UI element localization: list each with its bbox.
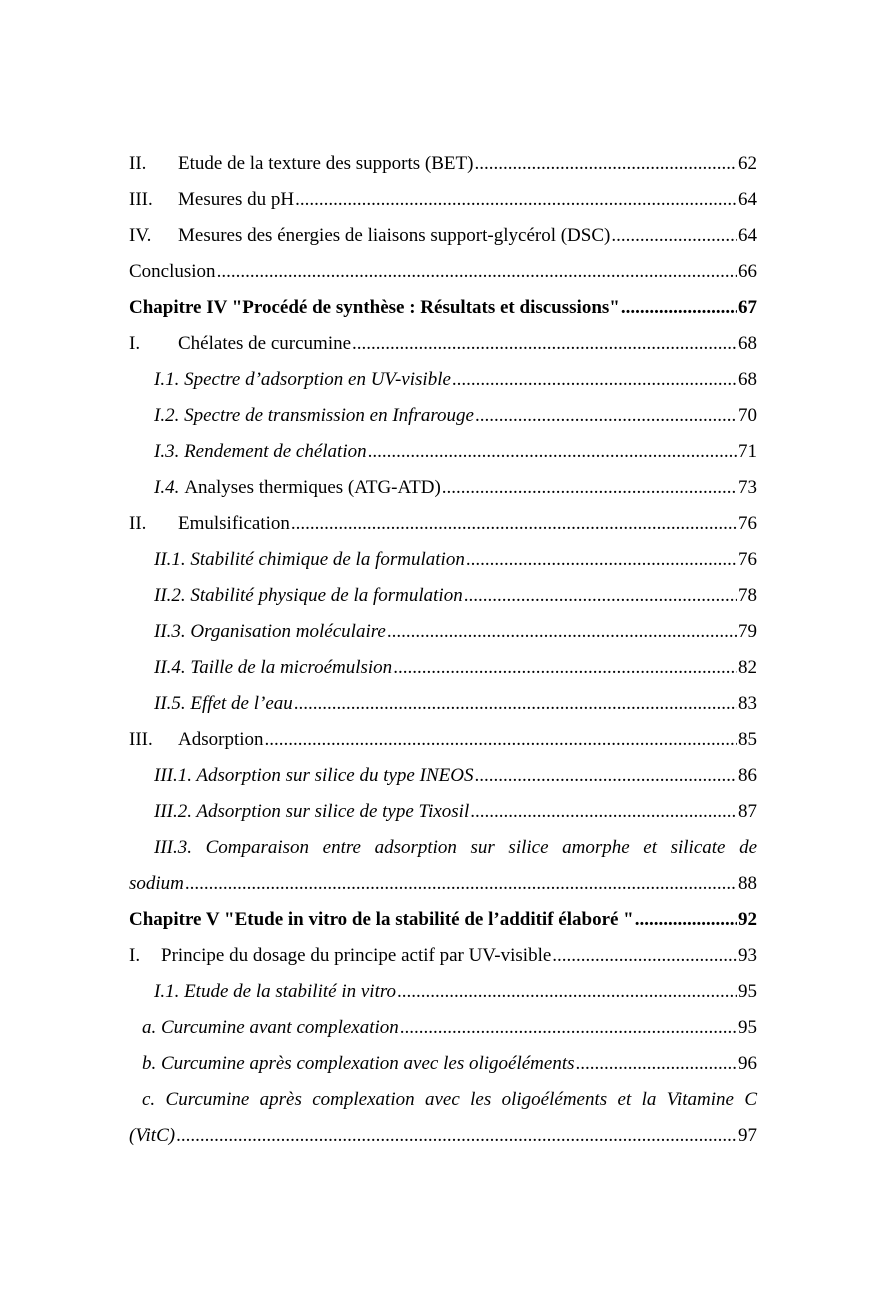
toc-entry-page: 87 [738,801,757,822]
toc-entry-page: 93 [738,945,757,966]
toc-entry-number: IV. [129,225,152,246]
toc-entry-number: I.4. [154,477,180,498]
toc-subentry [129,362,757,398]
toc-entry-number: II. [129,153,147,174]
toc-subentry-line1 [129,1082,757,1118]
toc-entry-title: Principe du dosage du principe actif par UV-visible [161,945,552,966]
toc-entry-title: I.2. Spectre de transmission en Infrarouge [154,405,474,426]
toc-leader-dots [393,650,737,686]
toc-subentry [129,974,757,1010]
toc-entry-page: 85 [738,729,757,750]
toc-leader-dots [352,326,737,362]
toc-entry-page: 88 [738,873,757,894]
toc-leader-dots [291,506,737,542]
toc-entry-number: II. [129,513,147,534]
toc-subentry [129,794,757,830]
toc-entry-title: Chapitre V "Etude in vitro de la stabilité de l’additif élaboré " [129,909,634,930]
toc-subentry [129,398,757,434]
toc-subentry [129,542,757,578]
toc-subentry-line2 [129,1118,757,1154]
toc-entry-page: 97 [738,1125,757,1146]
toc-leader-dots [442,470,737,506]
table-of-contents [129,146,757,1154]
toc-subentry [129,686,757,722]
toc-entry-title: Chélates de curcumine [178,333,352,354]
toc-entry-page: 82 [738,657,757,678]
toc-entry [129,218,757,254]
toc-entry-title: Mesures des énergies de liaisons support-glycérol (DSC) [178,225,611,246]
toc-subentry [129,1010,757,1046]
toc-entry-title: II.3. Organisation moléculaire [154,621,386,642]
toc-entry-title: Etude de la texture des supports (BET) [178,153,474,174]
toc-entry-page: 64 [738,225,757,246]
toc-entry-page: 83 [738,693,757,714]
toc-leader-dots [576,1046,738,1082]
toc-entry-title: III.3. Comparaison entre adsorption sur silice amorphe et silicate de [154,837,757,858]
toc-entry-title: II.2. Stabilité physique de la formulation [154,585,463,606]
toc-entry-title: I.1. Etude de la stabilité in vitro [154,981,397,1002]
toc-entry-title: II.1. Stabilité chimique de la formulation [154,549,465,570]
toc-entry [129,938,757,974]
toc-leader-dots [621,290,737,326]
toc-entry-title: a. Curcumine avant complexation [142,1017,399,1038]
toc-entry-page: 68 [738,333,757,354]
toc-entry-number: I. [129,945,141,966]
toc-entry-title: Conclusion [129,261,216,282]
toc-entry [129,722,757,758]
toc-entry-title: Analyses thermiques (ATG-ATD) [184,477,441,498]
toc-entry-title: I.1. Spectre d’adsorption en UV-visible [154,369,451,390]
toc-entry-title-continued: sodium [129,873,184,894]
toc-leader-dots [464,578,737,614]
toc-leader-dots [470,794,737,830]
toc-entry-page: 67 [738,297,757,318]
toc-entry-title: II.5. Effet de l’eau [154,693,293,714]
toc-subentry [129,614,757,650]
toc-entry-page: 79 [738,621,757,642]
toc-leader-dots [265,722,738,758]
toc-entry-title: Chapitre IV "Procédé de synthèse : Résultats et discussions" [129,297,620,318]
toc-entry [129,146,757,182]
toc-entry-title: Adsorption [178,729,264,750]
toc-entry-page: 68 [738,369,757,390]
toc-subentry [129,434,757,470]
toc-entry-title: II.4. Taille de la microémulsion [154,657,393,678]
toc-entry-number: III. [129,189,153,210]
toc-entry [129,506,757,542]
toc-leader-dots [368,434,737,470]
toc-subentry [129,578,757,614]
toc-entry-page: 76 [738,513,757,534]
toc-leader-dots [387,614,737,650]
toc-subentry-line1 [129,830,757,866]
toc-entry-page: 96 [738,1053,757,1074]
toc-entry-title: Mesures du pH [178,189,295,210]
toc-entry-page: 76 [738,549,757,570]
toc-leader-dots [400,1010,737,1046]
toc-entry [129,254,757,290]
toc-entry-page: 70 [738,405,757,426]
toc-entry-page: 64 [738,189,757,210]
toc-entry-number: III. [129,729,153,750]
toc-leader-dots [635,902,737,938]
toc-entry-title: c. Curcumine après complexation avec les oligoéléments et la Vitamine C [142,1089,757,1110]
toc-leader-dots [466,542,737,578]
toc-leader-dots [295,182,737,218]
toc-entry-title: b. Curcumine après complexation avec les oligoéléments [142,1053,575,1074]
toc-subentry-line2 [129,866,757,902]
toc-leader-dots [397,974,737,1010]
toc-entry [129,326,757,362]
toc-entry-page: 73 [738,477,757,498]
toc-entry-page: 86 [738,765,757,786]
toc-entry-number: I. [129,333,141,354]
toc-leader-dots [474,146,737,182]
toc-subentry [129,758,757,794]
toc-entry-page: 92 [738,909,757,930]
toc-leader-dots [611,218,737,254]
toc-entry-title: III.2. Adsorption sur silice de type Tixosil [154,801,470,822]
toc-leader-dots [294,686,737,722]
toc-entry-title: III.1. Adsorption sur silice du type INEOS [154,765,474,786]
toc-subentry [129,1046,757,1082]
toc-entry-page: 62 [738,153,757,174]
toc-leader-dots [217,254,737,290]
toc-chapter-heading [129,290,757,326]
toc-entry-page: 78 [738,585,757,606]
toc-entry-page: 71 [738,441,757,462]
toc-subentry [129,470,757,506]
toc-leader-dots [185,866,737,902]
toc-chapter-heading [129,902,757,938]
toc-entry-title: Emulsification [178,513,290,534]
toc-leader-dots [475,398,737,434]
toc-leader-dots [452,362,737,398]
toc-entry-title: I.3. Rendement de chélation [154,441,367,462]
toc-leader-dots [176,1118,737,1154]
toc-entry-page: 95 [738,1017,757,1038]
toc-entry [129,182,757,218]
toc-entry-page: 95 [738,981,757,1002]
toc-leader-dots [474,758,737,794]
toc-subentry [129,650,757,686]
toc-entry-page: 66 [738,261,757,282]
toc-entry-title-continued: (VitC) [129,1125,176,1146]
toc-leader-dots [552,938,737,974]
